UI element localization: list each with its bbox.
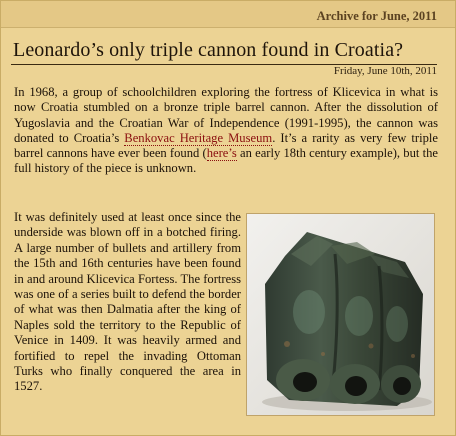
post-paragraph-2: It was definitely used at least once since the underside was blown off in a botched firing. A large number of bullets and artillery from the 15th and 16th centuries have been found in and around Klicevica Fortess. The fortress was one of a series built to defend the border of what was then Dalmatia after the king of Naples sold the territory to the Republic of Venice in 1409. It was heavily armed and fortified to repel the invading Ottoman Turks who finally conquered the area in 1527. (14, 210, 241, 394)
paragraph-text: . It’s a rarity as very few triple barrel cannons have ever been found ( (14, 130, 439, 161)
archive-heading (1, 1, 455, 28)
post-date: Friday, June 10th, 2011 (333, 65, 437, 77)
post-title[interactable]: Leonardo’s only triple cannon found in Croatia? (13, 39, 404, 61)
post-paragraph-1 (14, 85, 438, 177)
example-link[interactable]: here’s (206, 146, 237, 161)
archive-heading-text: Archive for June, 2011 (316, 9, 437, 23)
paragraph-text: In 1968, a group of schoolchildren exploring the fortress of Klicevica in what is now Croatia stumbled on a bronze triple barrel cannon. After the dissolution of Yugoslavia and the Croatian War of Independence (1991-1995), the cannon was donated to Croatia’s (14, 85, 438, 145)
cannon-photo[interactable] (246, 213, 435, 416)
cannon-image (247, 214, 434, 415)
paragraph-text: an early 18th century example), but the full history of the piece is unknown. (14, 146, 438, 176)
museum-link[interactable]: Benkovac Heritage Museum (124, 130, 273, 145)
